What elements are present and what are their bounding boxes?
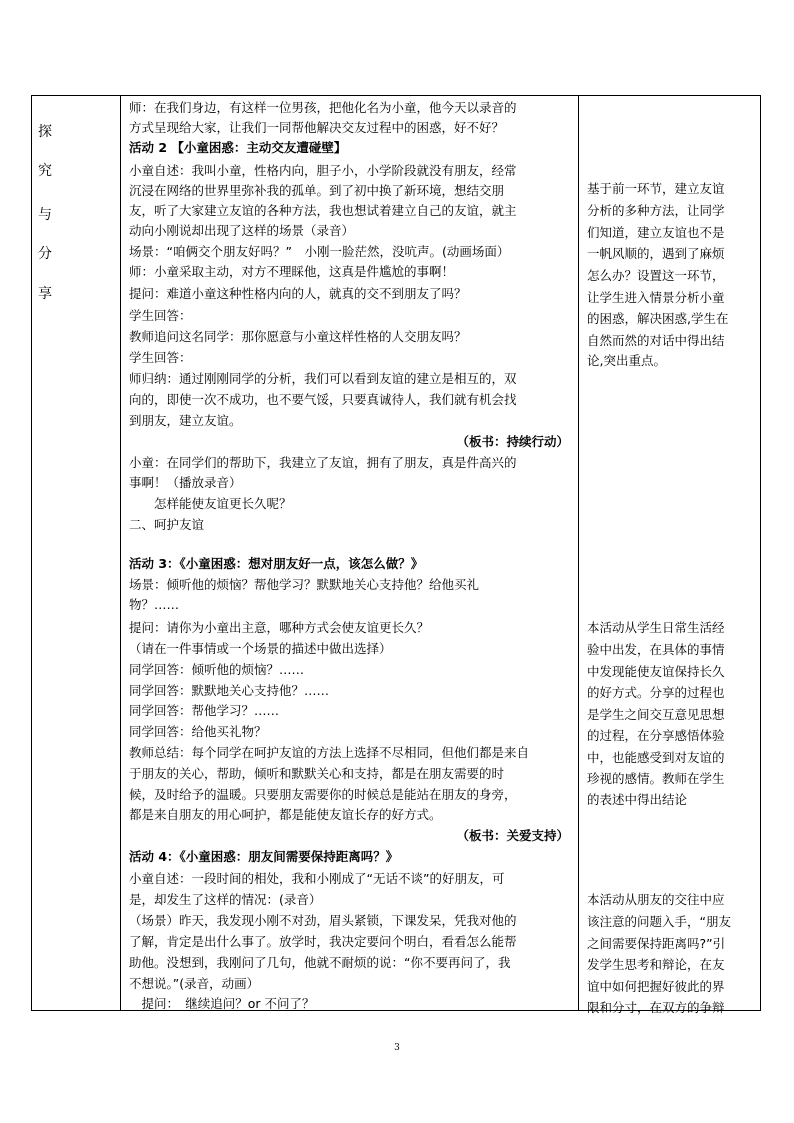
process-line: 场景：倾听他的烦恼？帮他学习？默默地关心支持他？给他买礼 [129, 577, 480, 592]
column-divider [120, 96, 121, 1010]
stage-label-char: 究 [38, 163, 52, 179]
note-line: 们知道，建立友谊也不是 [587, 225, 725, 240]
blackboard-note: （板书：关爱支持） [456, 828, 569, 843]
process-line: （场景）昨天，我发现小刚不对劲，眉头紧锁，下课发呆，凭我对他的 [129, 913, 517, 928]
process-line: 小童自述：我叫小童，性格内向，胆子小，小学阶段就没有朋友，经常 [129, 163, 517, 178]
note-line: 怎么办？设置这一环节， [587, 268, 725, 283]
note-line: 让学生进入情景分析小童 [587, 290, 725, 305]
process-line: 同学回答：默默地关心支持他？…… [129, 683, 330, 698]
process-line: 同学回答：帮他学习？…… [129, 703, 280, 718]
stage-label-char: 分 [38, 246, 52, 262]
note-line: 基于前一环节，建立友谊 [587, 181, 725, 196]
blackboard-note: （板书：持续行动） [456, 434, 569, 449]
process-line: 提问：请你为小童出主意，哪种方式会使友谊更长久？ [129, 620, 430, 635]
note-line: 一帆风顺的，遇到了麻烦 [587, 246, 725, 261]
note-line: 自然而然的对话中得出结 [587, 333, 725, 348]
lesson-plan-table [31, 95, 761, 1015]
process-line: 沉浸在网络的世界里弥补我的孤单。到了初中换了新环境，想结交朋 [129, 183, 505, 198]
process-line: 学生回答： [129, 308, 192, 323]
note-line: 是学生之间交互意见思想 [587, 707, 725, 722]
process-line: 到朋友，建立友谊。 [129, 413, 242, 428]
stage-label-char: 与 [38, 207, 52, 223]
activity-heading: 活动 2 【小童困惑：主动交友遭碰壁】 [129, 140, 347, 155]
process-line: 友，听了大家建立友谊的各种方法，我也想试着建立自己的友谊，就主 [129, 203, 517, 218]
process-line: 提问：难道小童这种性格内向的人，就真的交不到朋友了吗？ [129, 286, 467, 301]
note-line: 的表述中得出结论 [587, 792, 688, 807]
process-line: 怎样能使友谊更长久呢？ [129, 496, 292, 511]
note-line: 本活动从朋友的交往中应 [587, 892, 725, 907]
process-line: 不想说。”(录音，动画） [129, 976, 260, 991]
process-line: 同学回答：倾听他的烦恼？…… [129, 662, 305, 677]
process-line: 学生回答： [129, 350, 192, 365]
section-heading: 二、呵护友谊 [129, 517, 205, 532]
process-line: 候，及时给予的温暖。只要朋友需要你的时候总是能站在朋友的身旁， [129, 787, 517, 802]
process-line: 向的，即使一次不成功，也不要气馁，只要真诚待人，我们就有机会找 [129, 392, 517, 407]
process-line: 场景：“咱俩交个朋友好吗？” 小刚一脸茫然，没吭声。(动画场面） [129, 244, 510, 259]
note-line: 分析的多种方法，让同学 [587, 203, 725, 218]
activity-heading: 活动 4：《小童困惑：朋友间需要保持距离吗？》 [129, 849, 399, 864]
process-line: 事啊！（播放录音） [129, 475, 242, 490]
process-line: 了解，肯定是出什么事了。放学时，我决定要问个明白，看看怎么能帮 [129, 934, 517, 949]
note-line: 谊中如何把握好彼此的界 [587, 979, 725, 994]
note-line: 的困惑，解决困惑,学生在 [587, 311, 729, 326]
process-line: 小童自述：一段时间的相处，我和小刚成了“无话不谈”的好朋友，可 [129, 871, 505, 886]
note-line: 珍视的感情。教师在学生 [587, 771, 725, 786]
process-line: 师：在我们身边，有这样一位男孩，把他化名为小童，他今天以录音的 [129, 100, 517, 115]
process-line: 方式呈现给大家，让我们一同帮他解决交友过程中的困惑，好不好？ [129, 120, 505, 135]
note-line: 本活动从学生日常生活经 [587, 620, 725, 635]
process-line: （请在一件事情或一个场景的描述中做出选择） [129, 641, 392, 656]
process-line: 教师总结：每个同学在呵护友谊的方法上选择不尽相同，但他们都是来自 [129, 745, 530, 760]
process-line: 师归纳：通过刚刚同学的分析，我们可以看到友谊的建立是相互的，双 [129, 371, 517, 386]
process-line: 助他。没想到，我刚问了几句，他就不耐烦的说：“你不要再问了，我 [129, 955, 511, 970]
stage-label-char: 享 [38, 286, 52, 302]
note-line: 中发现能使友谊保持长久 [587, 664, 725, 679]
stage-label-char: 探 [38, 124, 52, 140]
process-line: 动向小刚说却出现了这样的场景（录音） [129, 223, 355, 238]
note-line: 中，也能感受到对友谊的 [587, 750, 725, 765]
note-line: 的过程，在分享感悟体验 [587, 728, 725, 743]
process-line: 是，却发生了这样的情况：(录音） [129, 892, 322, 907]
column-divider [578, 96, 579, 1010]
process-line: 同学回答：给他买礼物？ [129, 724, 267, 739]
note-line: 该注意的问题入手，“朋友 [587, 914, 731, 929]
note-line: 验中出发，在具体的事情 [587, 642, 725, 657]
process-line: 都是来自朋友的用心呵护，都是能使友谊长存的好方式。 [129, 807, 442, 822]
note-line: 的好方式。分享的过程也 [587, 685, 725, 700]
process-line: 提问： 继续追问？or 不问了？ [129, 996, 315, 1011]
process-line: 教师追问这名同学：那你愿意与小童这样性格的人交朋友吗？ [129, 329, 467, 344]
activity-heading: 活动 3：《小童困惑：想对朋友好一点，该怎么做？》 [129, 556, 424, 571]
process-line: 于朋友的关心，帮助，倾听和默默关心和支持，都是在朋友需要的时 [129, 766, 505, 781]
process-line: 物？…… [129, 597, 180, 612]
page-number: 3 [394, 1043, 400, 1053]
note-line: 论,突出重点。 [587, 353, 666, 368]
process-line: 师：小童采取主动，对方不理睬他，这真是件尴尬的事啊！ [129, 264, 455, 279]
note-line: 发学生思考和辩论，在友 [587, 957, 725, 972]
note-line: 之间需要保持距离吗?”引 [587, 936, 726, 951]
note-line: 限和分寸，在双方的争辩 [587, 1000, 725, 1015]
process-line: 小童：在同学们的帮助下，我建立了友谊，拥有了朋友，真是件高兴的 [129, 455, 517, 470]
